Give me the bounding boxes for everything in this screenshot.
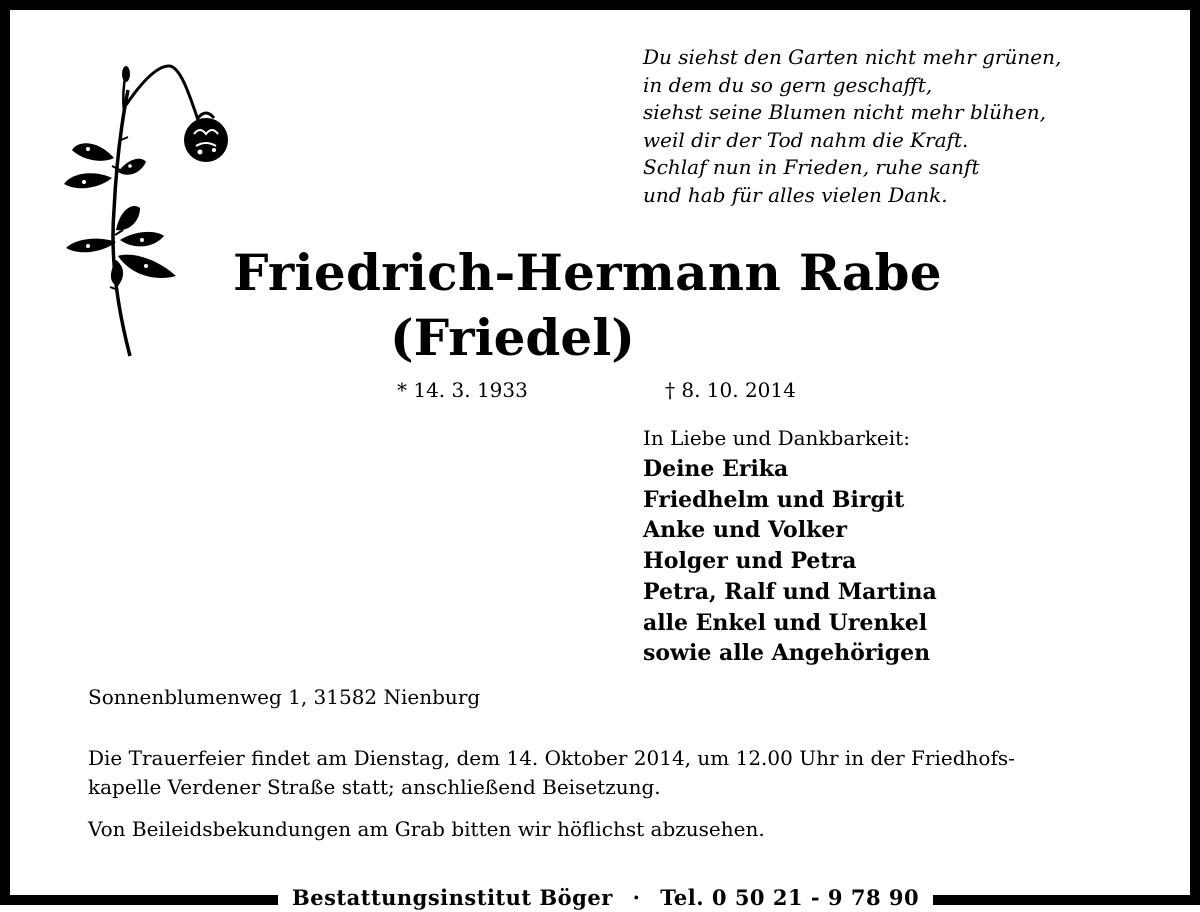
border-left — [0, 0, 10, 900]
death-date: † 8. 10. 2014 — [665, 378, 796, 402]
border-right — [1190, 0, 1200, 900]
funeral-home-name: Bestattungsinstitut Böger — [292, 885, 613, 910]
mourners-list — [643, 454, 937, 669]
poem — [643, 44, 1061, 209]
funeral-home-phone: Tel. 0 50 21 - 9 78 90 — [660, 885, 920, 910]
mourner-name: Petra, Ralf und Martina — [643, 578, 937, 605]
poem-line: siehst seine Blumen nicht mehr blühen, — [643, 100, 1047, 124]
mourners-intro: In Liebe und Dankbarkeit: — [643, 426, 910, 450]
ceremony-line: kapelle Verdener Straße statt; anschließend Beisetzung. — [88, 775, 661, 799]
ceremony-line: Die Trauerfeier findet am Dienstag, dem 14. Oktober 2014, um 12.00 Uhr in der Friedhofs- — [88, 746, 1015, 770]
funeral-home-footer — [278, 883, 933, 912]
footer-separator: · — [632, 885, 641, 910]
mourner-name: Friedhelm und Birgit — [643, 486, 905, 513]
ceremony-info — [88, 744, 1015, 802]
mourner-name: Holger und Petra — [643, 548, 857, 575]
poem-line: Schlaf nun in Frieden, ruhe sanft — [643, 155, 980, 179]
poem-line: Du siehst den Garten nicht mehr grünen, — [643, 45, 1062, 69]
birth-date: * 14. 3. 1933 — [397, 378, 528, 402]
deceased-nickname: (Friedel) — [390, 308, 635, 367]
border-top — [0, 0, 1200, 10]
rose-icon — [58, 60, 248, 360]
poem-line: in dem du so gern geschafft, — [643, 72, 933, 97]
address: Sonnenblumenweg 1, 31582 Nienburg — [88, 685, 481, 709]
mourner-name: Deine Erika — [643, 456, 789, 482]
mourner-name: sowie alle Angehörigen — [643, 640, 931, 667]
condolence-note: Von Beileidsbekundungen am Grab bitten wir höflichst abzusehen. — [88, 817, 765, 841]
mourner-name: Anke und Volker — [643, 517, 847, 544]
poem-line: weil dir der Tod nahm die Kraft. — [643, 127, 969, 152]
deceased-name: Friedrich-Hermann Rabe — [233, 243, 942, 302]
mourner-name: alle Enkel und Urenkel — [643, 609, 928, 636]
poem-line: und hab für alles vielen Dank. — [643, 182, 948, 207]
